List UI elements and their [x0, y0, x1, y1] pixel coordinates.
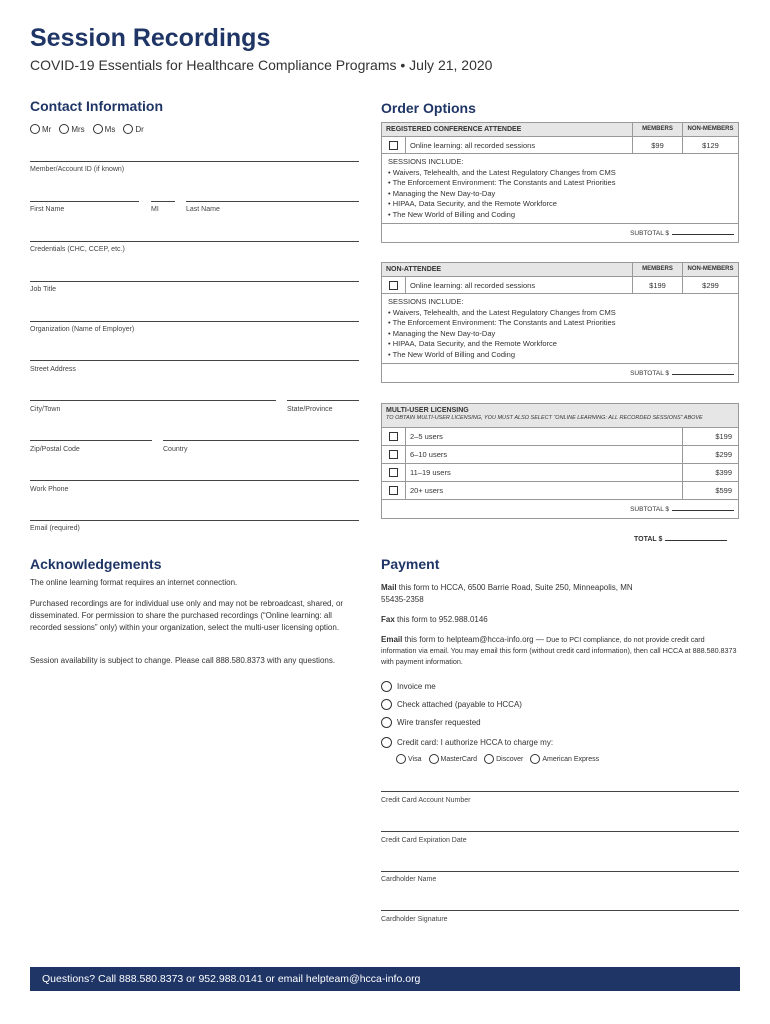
registered-header: REGISTERED CONFERENCE ATTENDEE MEMBERS NON-MEMBERS	[382, 123, 738, 137]
nonattendee-header: NON-ATTENDEE MEMBERS NON-MEMBERS	[382, 263, 738, 277]
ack-paragraph: The online learning format requires an internet connection.	[30, 578, 238, 587]
nonmember-price: $299	[682, 277, 738, 293]
radio-icon	[30, 124, 40, 134]
card-visa[interactable]: Visa	[396, 754, 422, 764]
mi-label: MI	[151, 206, 159, 213]
card-expiration-label: Credit Card Expiration Date	[381, 837, 467, 844]
nonattendee-online-row[interactable]: Online learning: all recorded sessions $199 $299	[382, 277, 738, 294]
multiuser-option[interactable]: 2–5 users $199	[382, 428, 738, 446]
card-type-group	[396, 754, 599, 764]
card-discover[interactable]: Discover	[484, 754, 523, 764]
card-mastercard[interactable]: MasterCard	[429, 754, 478, 764]
cardholder-signature-field[interactable]	[381, 910, 739, 911]
payment-option-wire[interactable]: Wire transfer requested	[381, 717, 481, 728]
nonattendee-subtotal: SUBTOTAL $	[382, 364, 738, 382]
subtotal-field[interactable]	[672, 234, 734, 235]
checkbox-icon[interactable]	[389, 468, 398, 477]
city-label: City/Town	[30, 406, 61, 413]
organization-field[interactable]	[30, 321, 359, 322]
radio-icon[interactable]	[381, 699, 392, 710]
mail-instructions: Mail this form to HCCA, 6500 Barrie Road, Suite 250, Minneapolis, MN 55435-2358	[381, 583, 633, 604]
member-price: $199	[632, 277, 682, 293]
zip-field[interactable]	[30, 440, 152, 441]
card-account-label: Credit Card Account Number	[381, 797, 471, 804]
registered-subtotal: SUBTOTAL $	[382, 224, 738, 242]
contact-section-title: Contact Information	[30, 98, 163, 114]
city-field[interactable]	[30, 400, 276, 401]
payment-option-invoice[interactable]: Invoice me	[381, 681, 436, 692]
multiuser-subtotal: SUBTOTAL $	[382, 500, 738, 518]
member-id-label: Member/Account ID (if known)	[30, 166, 125, 173]
nonmember-price: $129	[682, 137, 738, 153]
page-title: Session Recordings	[30, 24, 271, 52]
page-subtitle: COVID-19 Essentials for Healthcare Compliance Programs • July 21, 2020	[30, 57, 493, 73]
payment-option-credit-card[interactable]: Credit card: I authorize HCCA to charge my:	[381, 737, 553, 748]
fax-instructions: Fax this form to 952.988.0146	[381, 615, 488, 624]
card-amex[interactable]: American Express	[530, 754, 599, 764]
order-total: TOTAL $	[634, 536, 727, 543]
radio-icon	[93, 124, 103, 134]
street-field[interactable]	[30, 360, 359, 361]
cardholder-name-field[interactable]	[381, 871, 739, 872]
job-title-field[interactable]	[30, 281, 359, 282]
checkbox-icon[interactable]	[389, 141, 398, 150]
radio-icon	[429, 754, 439, 764]
multiuser-option[interactable]: 11–19 users $399	[382, 464, 738, 482]
sessions-list: SESSIONS INCLUDE: • Waivers, Telehealth, and the Latest Regulatory Changes from CMS • The Enforcement Environment: The Constants and Latest Priorities • Managing the New Day-to-Day • HIPAA, Data Security, and the Remote Workforce • The New World of Billing and Coding	[382, 294, 738, 364]
credentials-label: Credentials (CHC, CCEP, etc.)	[30, 246, 125, 253]
checkbox-icon[interactable]	[389, 281, 398, 290]
country-field[interactable]	[163, 440, 359, 441]
first-name-label: First Name	[30, 206, 65, 213]
total-field[interactable]	[665, 540, 727, 541]
cardholder-signature-label: Cardholder Signature	[381, 916, 448, 923]
radio-icon[interactable]	[381, 681, 392, 692]
radio-icon	[396, 754, 406, 764]
state-field[interactable]	[287, 400, 359, 401]
payment-option-check[interactable]: Check attached (payable to HCCA)	[381, 699, 522, 710]
email-field[interactable]	[30, 520, 359, 521]
order-section-title: Order Options	[381, 100, 476, 116]
radio-icon	[484, 754, 494, 764]
last-name-label: Last Name	[186, 206, 220, 213]
last-name-field[interactable]	[186, 201, 359, 202]
ack-section-title: Acknowledgements	[30, 556, 162, 572]
mi-field[interactable]	[151, 201, 175, 202]
phone-field[interactable]	[30, 480, 359, 481]
street-label: Street Address	[30, 366, 76, 373]
card-account-field[interactable]	[381, 791, 739, 792]
salutation-mrs[interactable]: Mrs	[59, 124, 84, 134]
ack-paragraph: Purchased recordings are for individual use only and may not be rebroadcast, shared, or disseminated. For permission to share the purchased recordings (“Online learning: all recorded sessions” only) within your organization, select the multi-user licensing option.	[30, 599, 344, 632]
email-instructions: Email this form to helpteam@hcca-info.org — Due to PCI compliance, do not provide credit card information via email. You may email this form (without credit card information), then call HCCA at 888.580.8373 with payment information.	[381, 635, 737, 666]
salutation-mr[interactable]: Mr	[30, 124, 51, 134]
multi-user-box	[381, 403, 739, 519]
multiuser-header: MULTI-USER LICENSING TO OBTAIN MULTI-USER LICENSING, YOU MUST ALSO SELECT “ONLINE LEARNING: ALL RECORDED SESSIONS” ABOVE	[382, 404, 738, 428]
radio-icon	[123, 124, 133, 134]
checkbox-icon[interactable]	[389, 486, 398, 495]
subtotal-field[interactable]	[672, 510, 734, 511]
sessions-list: SESSIONS INCLUDE: • Waivers, Telehealth, and the Latest Regulatory Changes from CMS • The Enforcement Environment: The Constants and Latest Priorities • Managing the New Day-to-Day • HIPAA, Data Security, and the Remote Workforce • The New World of Billing and Coding	[382, 154, 738, 224]
payment-section-title: Payment	[381, 556, 440, 572]
radio-icon	[59, 124, 69, 134]
card-expiration-field[interactable]	[381, 831, 739, 832]
organization-label: Organization (Name of Employer)	[30, 326, 135, 333]
subtotal-field[interactable]	[672, 374, 734, 375]
phone-label: Work Phone	[30, 486, 69, 493]
radio-icon[interactable]	[381, 717, 392, 728]
salutation-dr[interactable]: Dr	[123, 124, 143, 134]
footer-bar: Questions? Call 888.580.8373 or 952.988.0141 or email helpteam@hcca-info.org	[30, 967, 740, 991]
radio-icon[interactable]	[381, 737, 392, 748]
registered-online-row[interactable]: Online learning: all recorded sessions $99 $129	[382, 137, 738, 154]
ack-paragraph: Session availability is subject to change. Please call 888.580.8373 with any questions.	[30, 656, 336, 665]
radio-icon	[530, 754, 540, 764]
country-label: Country	[163, 446, 188, 453]
first-name-field[interactable]	[30, 201, 139, 202]
job-title-label: Job Title	[30, 286, 57, 293]
email-label: Email (required)	[30, 525, 80, 532]
state-label: State/Province	[287, 406, 333, 413]
member-price: $99	[632, 137, 682, 153]
salutation-ms[interactable]: Ms	[93, 124, 116, 134]
cardholder-name-label: Cardholder Name	[381, 876, 437, 883]
registered-attendee-box	[381, 122, 739, 243]
checkbox-icon[interactable]	[389, 450, 398, 459]
zip-label: Zip/Postal Code	[30, 446, 80, 453]
checkbox-icon[interactable]	[389, 432, 398, 441]
multiuser-option[interactable]: 20+ users $599	[382, 482, 738, 500]
member-id-field[interactable]	[30, 161, 359, 162]
salutation-group	[30, 124, 144, 134]
multiuser-option[interactable]: 6–10 users $299	[382, 446, 738, 464]
credentials-field[interactable]	[30, 241, 359, 242]
non-attendee-box	[381, 262, 739, 383]
